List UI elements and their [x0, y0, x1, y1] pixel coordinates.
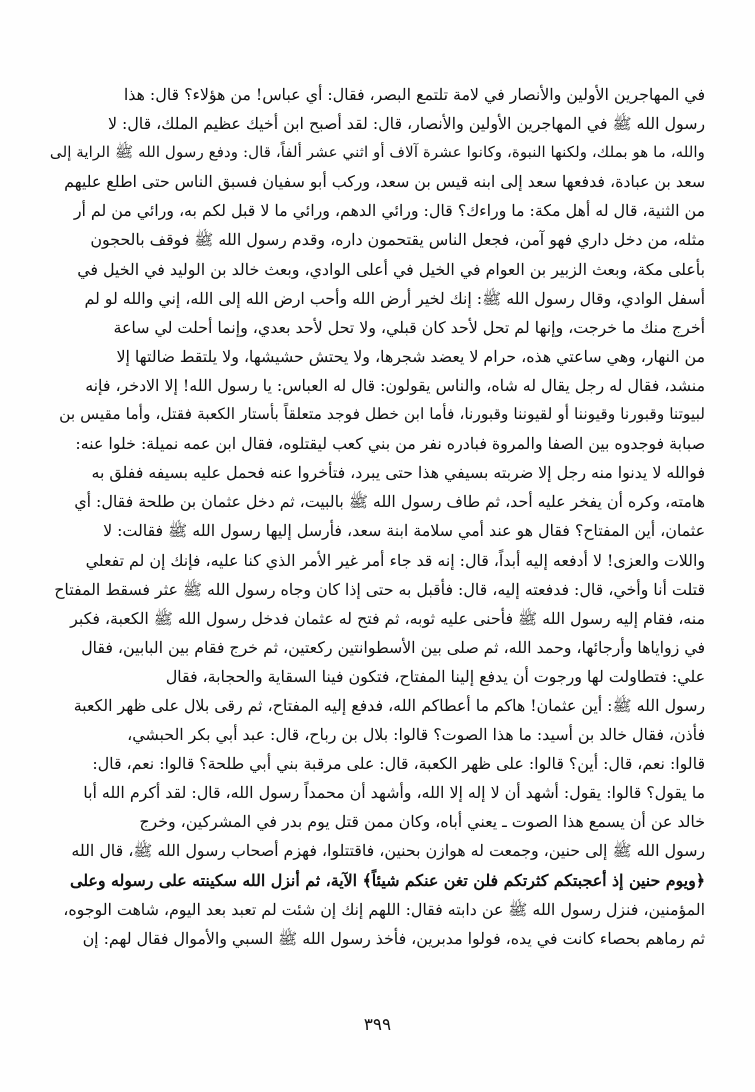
- text-line: من الثنية، قال له أهل مكة: ما وراءك؟ قال: ورائي الدهم، ورائي ما لا قبل لكم به، ورائي من لم أر: [73, 201, 705, 221]
- text-line: والله، ما هو بملك، ولكنها النبوة، وكانوا عشرة آلاف أو اثني عشر ألفاً، قال: ودفع رسول الله ﷺ الراية إلى: [50, 143, 705, 162]
- text-line: هامته، وكره أن يفخر عليه أحد، ثم طاف رسول الله ﷺ بالبيت، ثم دخل عثمان بن طلحة فقال: أي: [74, 492, 705, 512]
- body-text: [50, 80, 705, 953]
- text-line: في المهاجرين الأولين والأنصار في لامة تلتمع البصر، فقال: أي عباس! من هؤلاء؟ قال: هذا: [123, 85, 705, 104]
- page-number: ٣٩٩: [363, 1015, 392, 1035]
- text-line: المؤمنين، فنزل رسول الله ﷺ عن دابته فقال: اللهم إنك إن شئت لم تعبد بعد اليوم، شاهت الوجوه،: [63, 899, 705, 919]
- text-line: ما يقول؟ قالوا: يقول: أشهد أن لا إله إلا الله، وأشهد أن محمداً رسول الله، قال: لقد أكرم الله أبا: [83, 783, 705, 803]
- text-line: لبيوتنا وقبورنا وقيوننا أو لقيوننا وقبورنا، فأما ابن خطل فوجد متعلقاً بأستار الكعبة فقتل، وأما مقيس بن: [59, 405, 705, 424]
- text-line: رسول الله ﷺ: أين عثمان! هاكم ما أعطاكم الله، فدفع إليه المفتاح، ثم رقى بلال على ظهر الكعبة: [73, 695, 705, 715]
- text-line: قالوا: نعم، قال: أين؟ قالوا: على ظهر الكعبة، قال: على مرقبة بني أبي طلحة؟ قالوا: نعم، قال:: [92, 754, 705, 774]
- text-line: صبابة فوجدوه بين الصفا والمروة فبادره نفر من بني كعب ليقتلوه، فقال ابن عمه نميلة: خلوا عنه:: [75, 434, 705, 454]
- text-line: سعد بن عبادة، فدفعها سعد إلى ابنه قيس بن سعد، وركب أبو سفيان فسبق الناس حتى اطلع عليهم: [64, 172, 705, 192]
- text-line: فوالله لا يدنوا منه رجل إلا ضربته بسيفي هذا حتى يبرد، فتأخروا عنه فحمل عليه بسيفه ففلق به: [91, 463, 705, 483]
- text-line: رسول الله ﷺ إلى حنين، وجمعت له هوازن بحنين، فاقتتلوا، فهزم أصحاب رسول الله ﷺ، قال الله: [71, 841, 705, 861]
- text-line: علي: فتطاولت لها ورجوت أن يدفع إلينا المفتاح، فتكون فينا السقاية والحجابة، فقال: [165, 666, 705, 686]
- text-line: قتلت أنا وأخي، قال: فدفعته إليه، قال: فأقبل به حتى إذا كان وجاه رسول الله ﷺ عثر فسقط المفتاح: [54, 579, 705, 599]
- text-line: من النهار، وهي ساعتي هذه، حرام لا يعضد شجرها، ولا يحتش حشيشها، ولا يلتقط ضالتها إلا: [116, 346, 705, 366]
- text-line: خالد عن أن يسمع هذا الصوت ـ يعني أباه، وكان ممن قتل يوم بدر في المشركين، وخرج: [139, 812, 705, 832]
- text-line: عثمان، أين المفتاح؟ فقال هو عند أمي سلامة ابنة سعد، فأرسل إليها رسول الله ﷺ فقالت: لا: [103, 521, 705, 541]
- text-line: فأذن، فقال خالد بن أسيد: ما هذا الصوت؟ قالوا: بلال بن رباح، قال: عبد أبي بكر الحبشي،: [127, 725, 705, 745]
- text-line: منشد، فقال له رجل يقال له شاه، والناس يقولون: قال له العباس: يا رسول الله! إلا الادخر، فإنه: [85, 375, 705, 395]
- text-line: بأعلى مكة، وبعث الزبير بن العوام في الخيل في أعلى الوادي، وبعث خالد بن الوليد في الخيل في: [77, 259, 705, 279]
- text-line: مثله، من دخل داري فهو آمن، فجعل الناس يقتحمون داره، وقدم رسول الله ﷺ فوقف بالحجون: [90, 230, 705, 250]
- text-line: أخرج منك ما خرجت، وإنها لم تحل لأحد كان قبلي، ولا تحل لأحد بعدي، وإنما أحلت لي ساعة: [113, 317, 705, 337]
- text-line: في زواياها وأرجائها، وحمد الله، ثم صلى بين الأسطوانتين ركعتين، ثم خرج فقام بين البابين، فقال: [81, 637, 705, 657]
- text-line: واللات والعزى! لا أدفعه إليه أبداً، قال: إنه قد جاء أمر غير الأمر الذي كنا عليه، فإنك إن لم تفعلي: [85, 550, 705, 570]
- text-line: ثم رماهم بحصاء كانت في يده، فولوا مدبرين، فأخذ رسول الله ﷺ السبي والأموال فقال لهم: إن: [82, 928, 705, 948]
- quran-verse-line: ﴿ويوم حنين إذ أعجبتكم كثرتكم فلن تغن عنكم شيئاً﴾ الآية، ثم أنزل الله سكينته على رسوله وعلى: [70, 870, 705, 890]
- text-line: منه، فقام إليه رسول الله ﷺ فأحنى عليه ثوبه، ثم فتح له عثمان فدخل رسول الله ﷺ الكعبة، فكبر: [70, 608, 705, 628]
- text-line: رسول الله ﷺ في المهاجرين الأولين والأنصار، قال: لقد أصبح ابن أخيك عظيم الملك، قال: لا: [107, 114, 705, 134]
- text-line: أسفل الوادي، وقال رسول الله ﷺ: إنك لخير أرض الله وأحب ارض الله إلى الله، إني والله لو لم: [84, 288, 705, 308]
